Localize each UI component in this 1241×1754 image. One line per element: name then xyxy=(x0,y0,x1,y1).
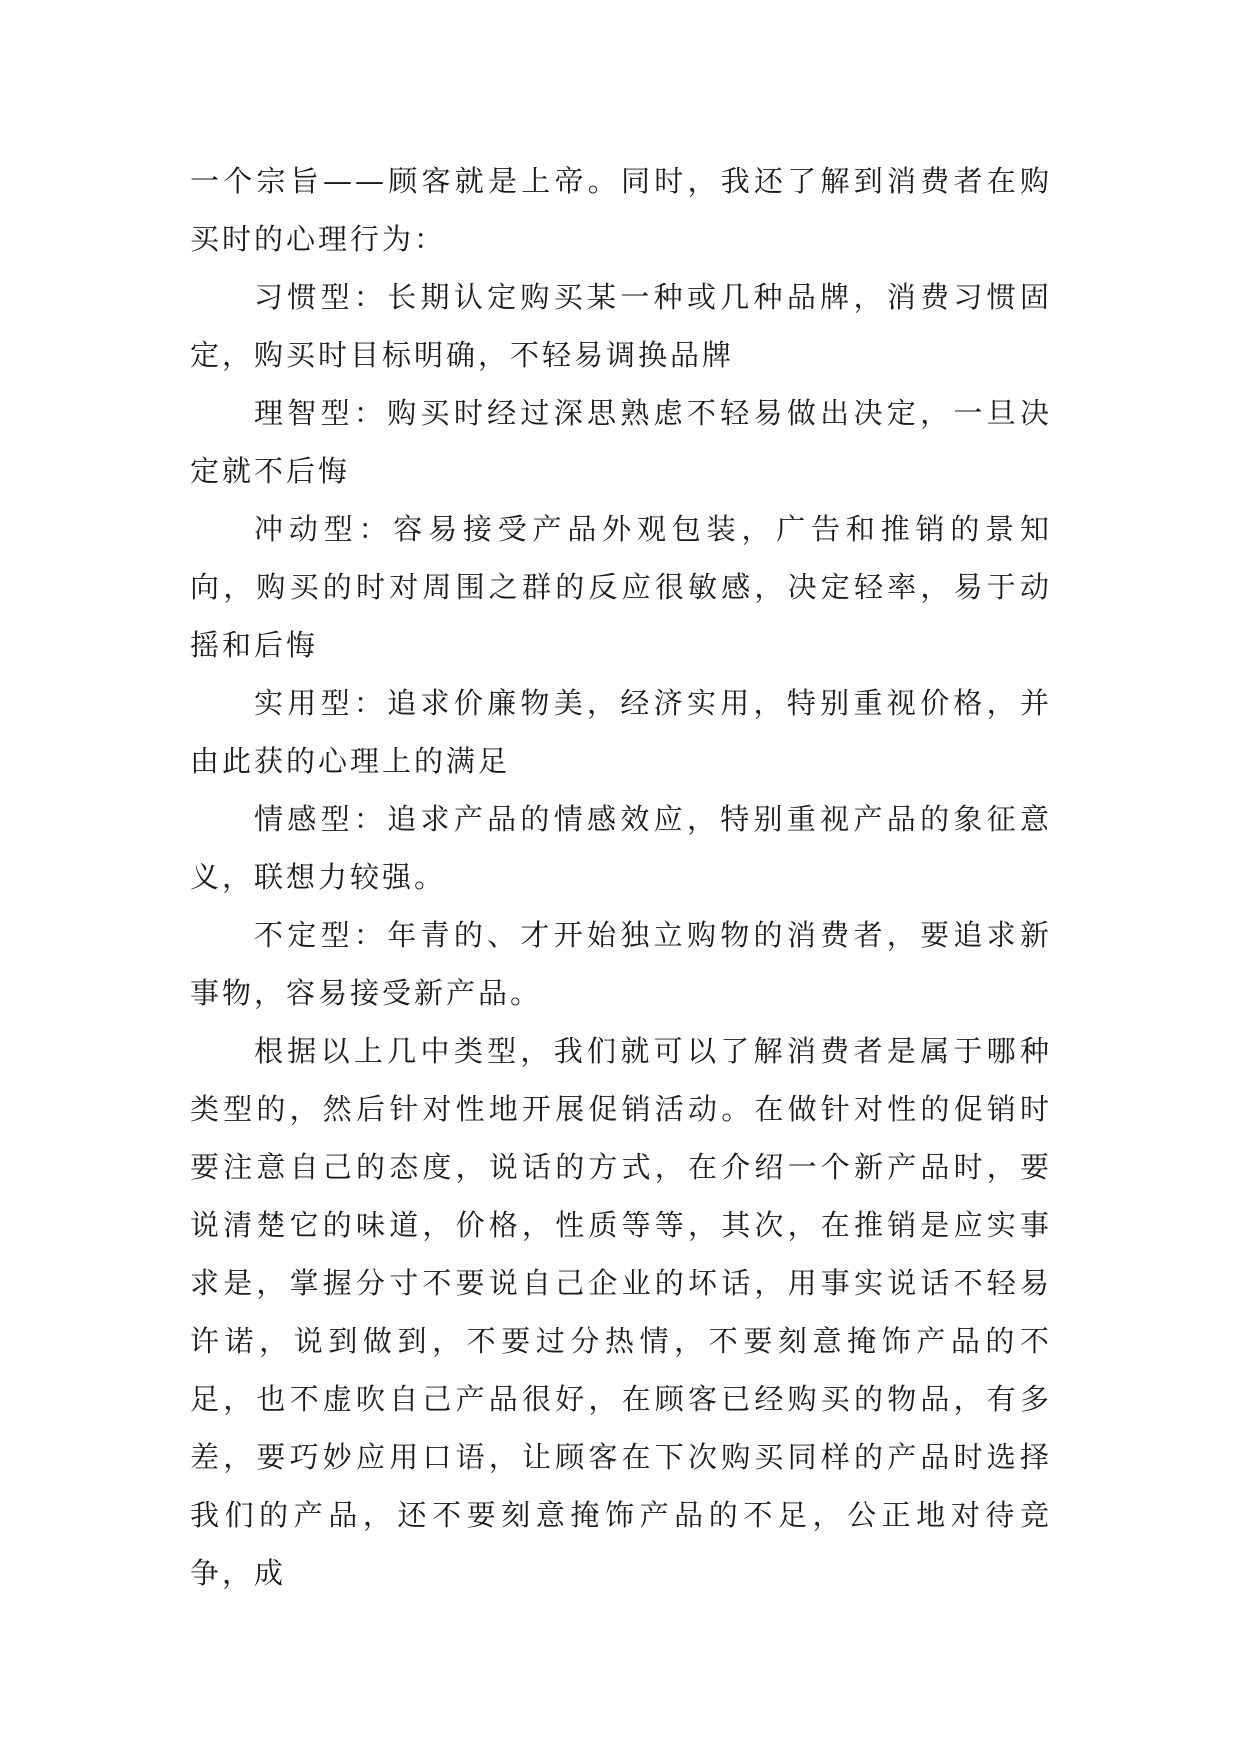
paragraph: 情感型：追求产品的情感效应，特别重视产品的象征意义，联想力较强。 xyxy=(190,802,1052,894)
document-body xyxy=(190,152,1052,1602)
paragraph: 根据以上几中类型，我们就可以了解消费者是属于哪种类型的，然后针对性地开展促销活动。在做针对性的促销时要注意自己的态度，说话的方式，在介绍一个新产品时，要说清楚它的味道，价格，性质等等，其次，在推销是应实事求是，掌握分寸不要说自己企业的坏话，用事实说话不轻易许诺，说到做到，不要过分热情，不要刻意掩饰产品的不足，也不虚吹自己产品很好，在顾客已经购买的物品，有多差，要巧妙应用口语，让顾客在下次购买同样的产品时选择我们的产品，还不要刻意掩饰产品的不足，公正地对待竞争，成 xyxy=(190,1034,1052,1590)
paragraph: 冲动型：容易接受产品外观包装，广告和推销的景知向，购买的时对周围之群的反应很敏感，决定轻率，易于动摇和后悔 xyxy=(190,512,1052,662)
paragraph: 理智型：购买时经过深思熟虑不轻易做出决定，一旦决定就不后悔 xyxy=(190,396,1052,488)
paragraph: 不定型：年青的、才开始独立购物的消费者，要追求新事物，容易接受新产品。 xyxy=(190,918,1052,1010)
paragraph: 一个宗旨——顾客就是上帝。同时，我还了解到消费者在购买时的心理行为： xyxy=(190,164,1052,256)
paragraph: 实用型：追求价廉物美，经济实用，特别重视价格，并由此获的心理上的满足 xyxy=(190,686,1052,778)
paragraph: 习惯型：长期认定购买某一种或几种品牌，消费习惯固定，购买时目标明确，不轻易调换品牌 xyxy=(190,280,1052,372)
